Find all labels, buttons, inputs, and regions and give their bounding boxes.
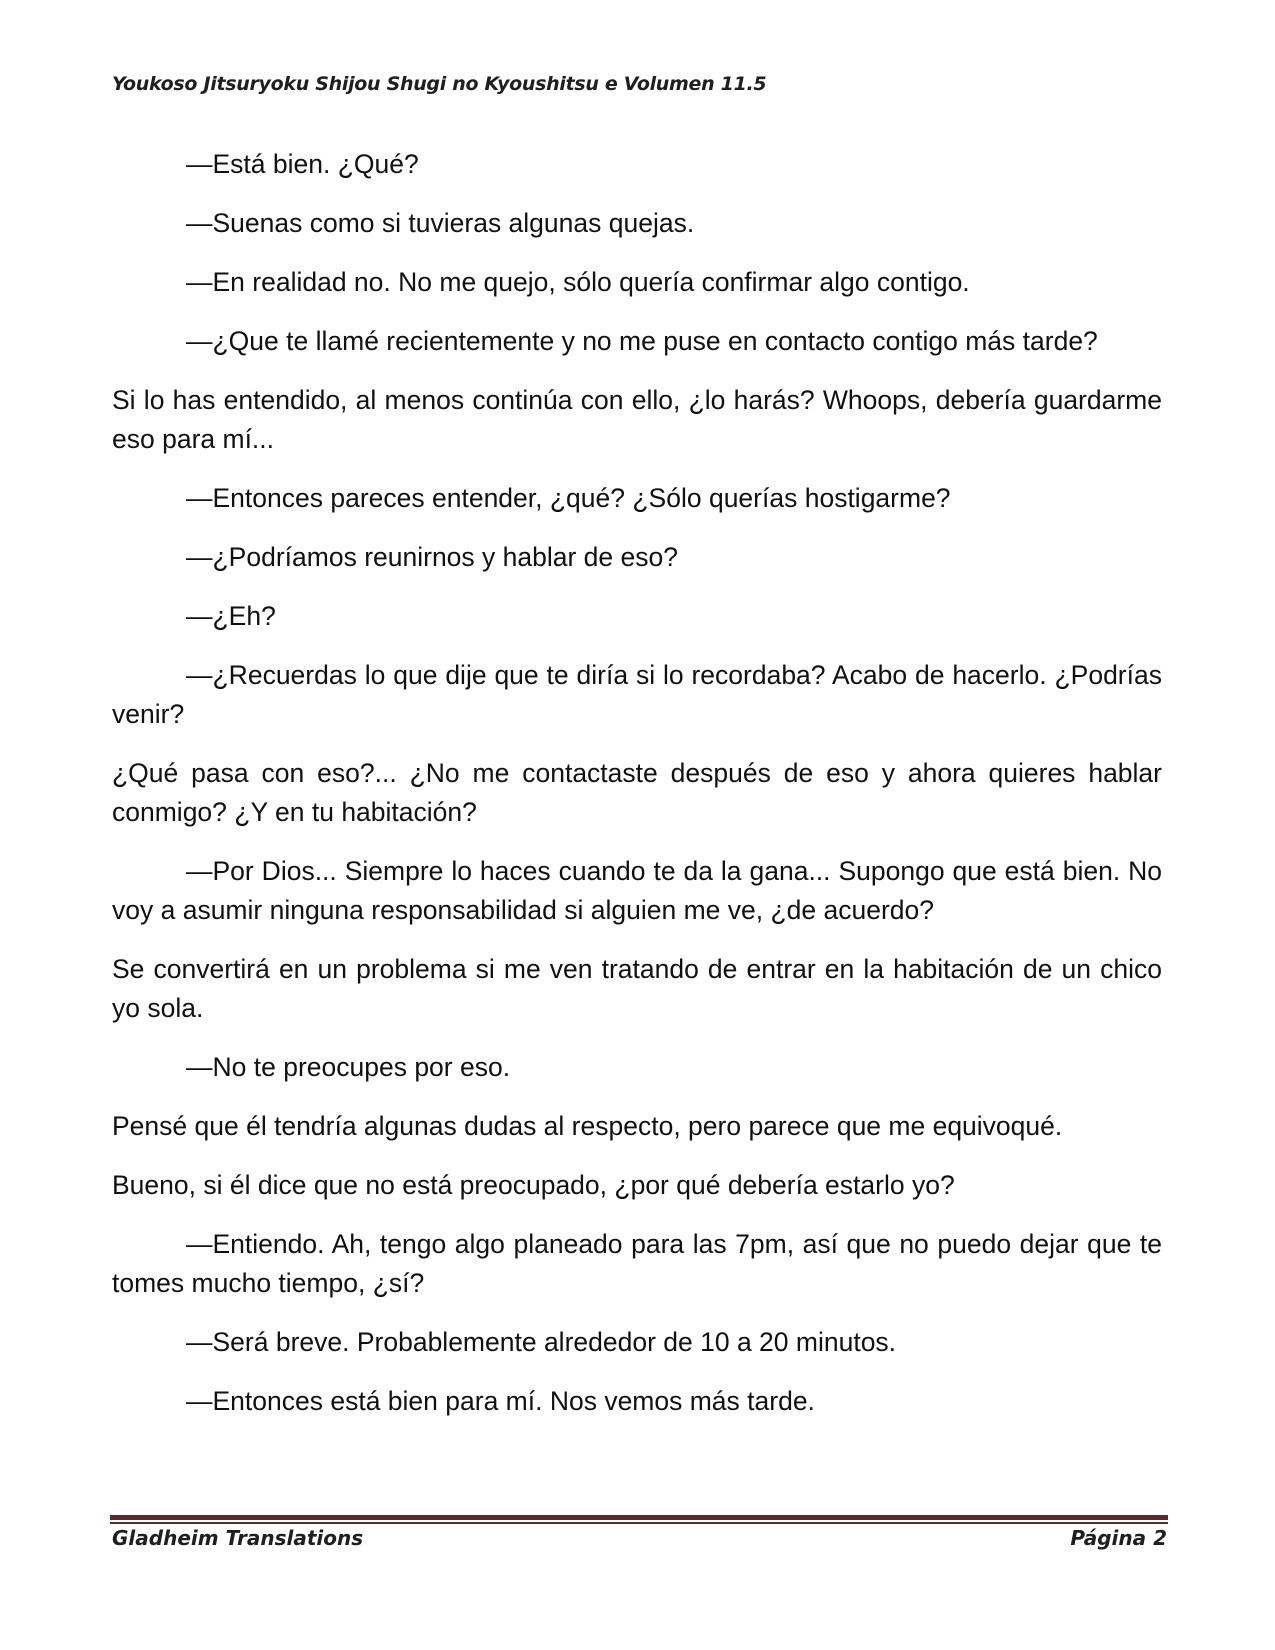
footer-credit: Gladheim Translations [112, 1526, 364, 1550]
footer-divider-thick [110, 1515, 1168, 1520]
paragraph: —¿Que te llamé recientemente y no me puse en contacto contigo más tarde? [186, 326, 1098, 356]
footer-divider-thin [110, 1522, 1168, 1524]
paragraph: —Suenas como si tuvieras algunas quejas. [186, 208, 695, 238]
paragraph: —¿Recuerdas lo que dije que te diría si lo recordaba? Acabo de hacerlo. ¿Podrías venir? [112, 660, 1162, 729]
page-header-title: Youkoso Jitsuryoku Shijou Shugi no Kyoushitsu e Volumen 11.5 [112, 73, 767, 95]
paragraph: —Está bien. ¿Qué? [186, 149, 419, 179]
paragraph: Se convertirá en un problema si me ven tratando de entrar en la habitación de un chico yo sola. [112, 954, 1162, 1023]
paragraph: —Por Dios... Siempre lo haces cuando te da la gana... Supongo que está bien. No voy a asumir ninguna responsabilidad si alguien me ve, ¿de acuerdo? [112, 856, 1162, 925]
paragraph: ¿Qué pasa con eso?... ¿No me contactaste después de eso y ahora quieres hablar conmigo? ¿Y en tu habitación? [112, 758, 1162, 827]
paragraph: —En realidad no. No me quejo, sólo quería confirmar algo contigo. [186, 267, 970, 297]
document-body [112, 145, 1162, 1441]
paragraph: —Entiendo. Ah, tengo algo planeado para las 7pm, así que no puedo dejar que te tomes mucho tiempo, ¿sí? [112, 1229, 1162, 1298]
paragraph: Si lo has entendido, al menos continúa con ello, ¿lo harás? Whoops, debería guardarme eso para mí... [112, 385, 1162, 454]
paragraph: Bueno, si él dice que no está preocupado, ¿por qué debería estarlo yo? [112, 1170, 955, 1200]
paragraph: Pensé que él tendría algunas dudas al respecto, pero parece que me equivoqué. [112, 1111, 1063, 1141]
paragraph: —¿Eh? [186, 601, 276, 631]
paragraph: —¿Podríamos reunirnos y hablar de eso? [186, 542, 678, 572]
page-number: Página 2 [1070, 1526, 1167, 1550]
paragraph: —Será breve. Probablemente alrededor de 10 a 20 minutos. [186, 1327, 897, 1357]
paragraph: —No te preocupes por eso. [186, 1052, 511, 1082]
footer-divider [110, 1515, 1168, 1524]
paragraph: —Entonces pareces entender, ¿qué? ¿Sólo querías hostigarme? [186, 483, 951, 513]
paragraph: —Entonces está bien para mí. Nos vemos más tarde. [186, 1386, 815, 1416]
